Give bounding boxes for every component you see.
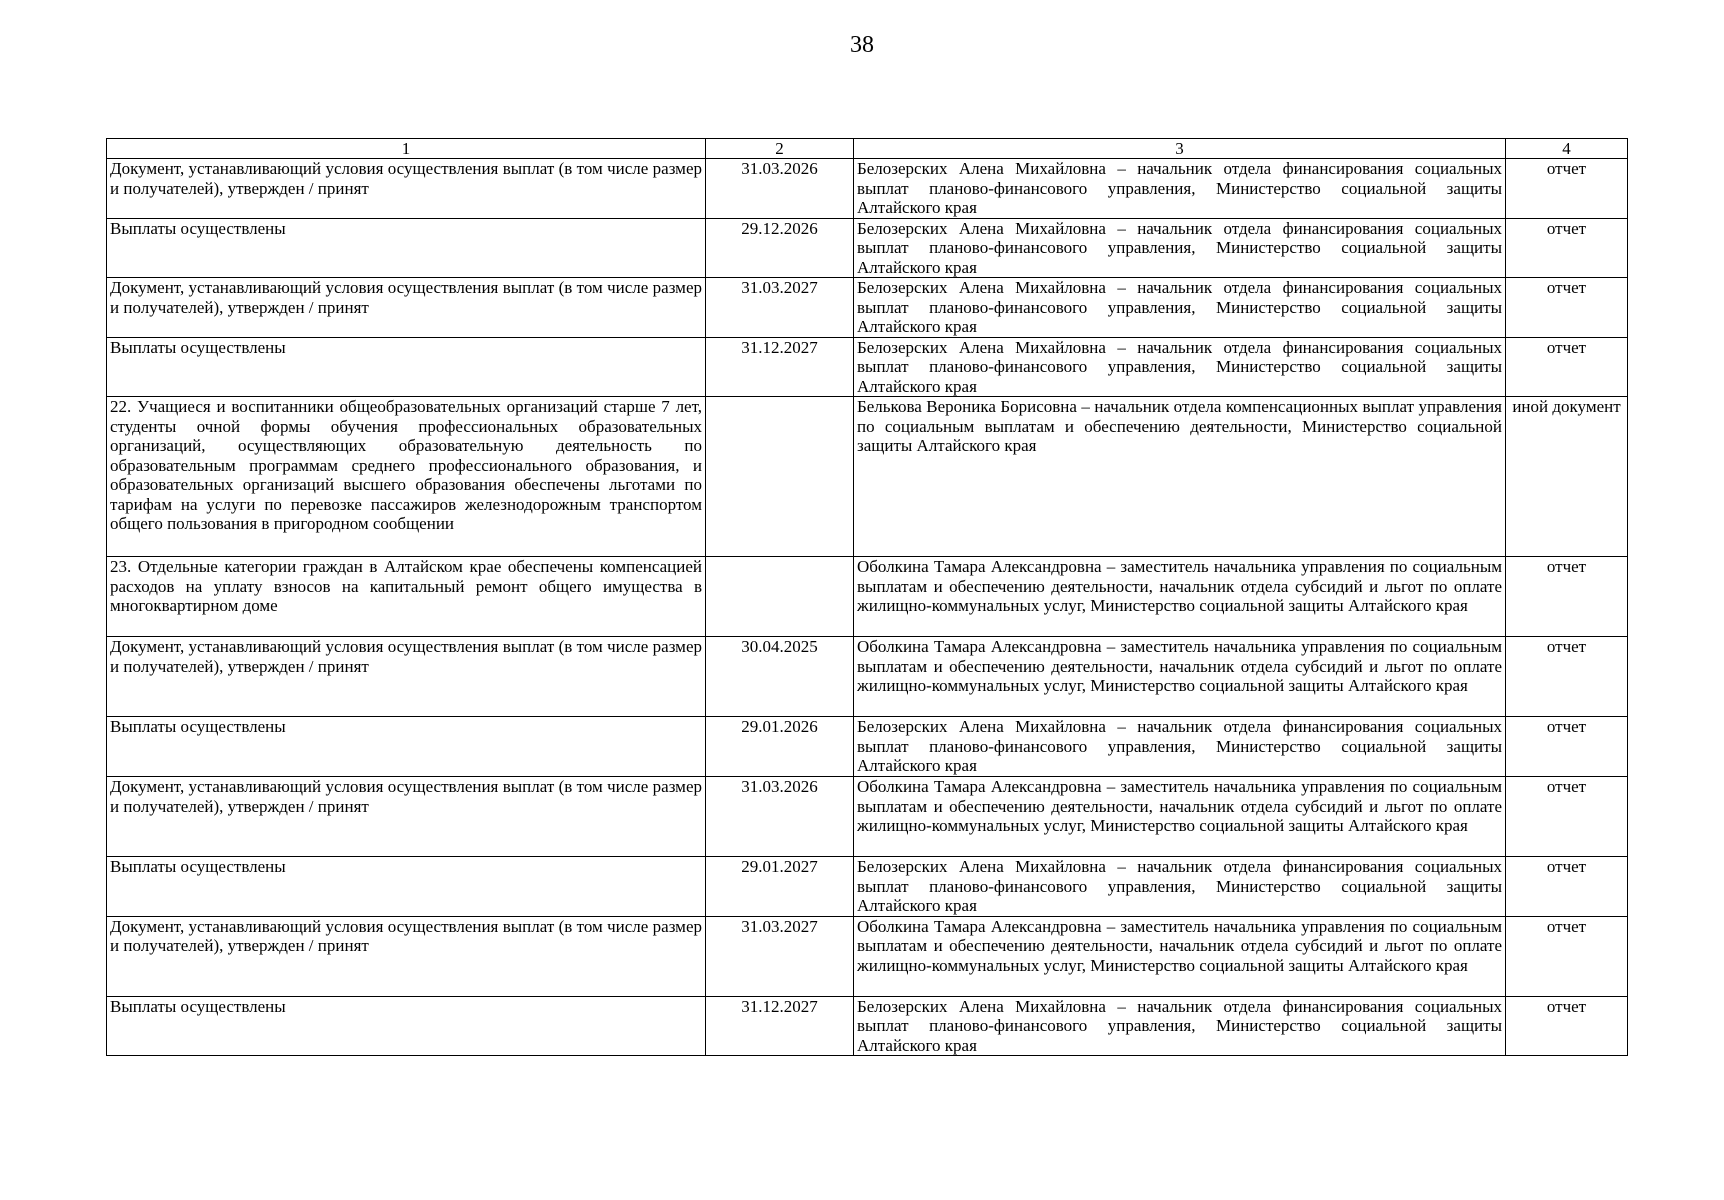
deadline-date: 31.03.2027 <box>706 278 854 338</box>
responsible-person: Белозерских Алена Михайловна – начальник отдела финансирования социальных выплат планово-финансового управления, Министерство социальной защиты Алтайского края <box>854 337 1506 397</box>
responsible-person: Белозерских Алена Михайловна – начальник отдела финансирования социальных выплат планово-финансового управления, Министерство социальной защиты Алтайского края <box>854 159 1506 219</box>
deadline-date: 29.12.2026 <box>706 218 854 278</box>
event-description: Документ, устанавливающий условия осуществления выплат (в том числе размер и получателей), утвержден / принят <box>107 278 706 338</box>
deadline-date: 31.03.2026 <box>706 777 854 857</box>
responsible-person: Белозерских Алена Михайловна – начальник отдела финансирования социальных выплат планово-финансового управления, Министерство социальной защиты Алтайского края <box>854 218 1506 278</box>
document-type: отчет <box>1506 557 1628 637</box>
event-description: Выплаты осуществлены <box>107 996 706 1056</box>
event-description: Документ, устанавливающий условия осуществления выплат (в том числе размер и получателей), утвержден / принят <box>107 777 706 857</box>
event-description: Выплаты осуществлены <box>107 717 706 777</box>
responsible-person: Оболкина Тамара Александровна – заместитель начальника управления по социальным выплатам и обеспечению деятельности, начальник отдела субсидий и льгот по оплате жилищно-коммунальных услуг, Министерство социальной защиты Алтайского края <box>854 916 1506 996</box>
document-type: отчет <box>1506 777 1628 857</box>
table-row <box>107 717 1628 777</box>
table-row <box>107 637 1628 717</box>
responsible-person: Оболкина Тамара Александровна – заместитель начальника управления по социальным выплатам и обеспечению деятельности, начальник отдела субсидий и льгот по оплате жилищно-коммунальных услуг, Министерство социальной защиты Алтайского края <box>854 777 1506 857</box>
table-row <box>107 996 1628 1056</box>
event-description: Документ, устанавливающий условия осуществления выплат (в том числе размер и получателей), утвержден / принят <box>107 916 706 996</box>
event-description: 22. Учащиеся и воспитанники общеобразовательных организаций старше 7 лет, студенты очной формы обучения профессиональных образовательных организаций, осуществляющих образовательную деятельность по образовательным программам среднего профессионального образования, и образовательных организаций высшего образования обеспечены льготами по тарифам на услуги по перевозке пассажиров железнодорожным транспортом общего пользования в пригородном сообщении <box>107 397 706 557</box>
event-description: Выплаты осуществлены <box>107 337 706 397</box>
document-type: отчет <box>1506 159 1628 219</box>
document-type: отчет <box>1506 996 1628 1056</box>
table-row <box>107 397 1628 557</box>
table-row <box>107 557 1628 637</box>
deadline-date: 31.12.2027 <box>706 337 854 397</box>
event-description: 23. Отдельные категории граждан в Алтайском крае обеспечены компенсацией расходов на уплату взносов на капитальный ремонт общего имущества в многоквартирном доме <box>107 557 706 637</box>
event-description: Выплаты осуществлены <box>107 857 706 917</box>
document-type: отчет <box>1506 218 1628 278</box>
document-type: отчет <box>1506 337 1628 397</box>
column-header-3: 3 <box>854 139 1506 159</box>
document-type: отчет <box>1506 857 1628 917</box>
responsible-person: Белькова Вероника Борисовна – начальник отдела компенсационных выплат управления по социальным выплатам и обеспечению деятельности, Министерство социальной защиты Алтайского края <box>854 397 1506 557</box>
page-number: 38 <box>850 32 874 58</box>
event-description: Документ, устанавливающий условия осуществления выплат (в том числе размер и получателей), утвержден / принят <box>107 159 706 219</box>
deadline-date: 31.03.2027 <box>706 916 854 996</box>
event-description: Выплаты осуществлены <box>107 218 706 278</box>
table-row <box>107 777 1628 857</box>
deadline-date: 29.01.2026 <box>706 717 854 777</box>
table-row <box>107 337 1628 397</box>
document-type: отчет <box>1506 278 1628 338</box>
responsible-person: Белозерских Алена Михайловна – начальник отдела финансирования социальных выплат планово-финансового управления, Министерство социальной защиты Алтайского края <box>854 278 1506 338</box>
responsible-person: Белозерских Алена Михайловна – начальник отдела финансирования социальных выплат планово-финансового управления, Министерство социальной защиты Алтайского края <box>854 996 1506 1056</box>
deadline-date <box>706 397 854 557</box>
responsible-person: Оболкина Тамара Александровна – заместитель начальника управления по социальным выплатам и обеспечению деятельности, начальник отдела субсидий и льгот по оплате жилищно-коммунальных услуг, Министерство социальной защиты Алтайского края <box>854 557 1506 637</box>
responsible-person: Белозерских Алена Михайловна – начальник отдела финансирования социальных выплат планово-финансового управления, Министерство социальной защиты Алтайского края <box>854 717 1506 777</box>
responsible-person: Белозерских Алена Михайловна – начальник отдела финансирования социальных выплат планово-финансового управления, Министерство социальной защиты Алтайского края <box>854 857 1506 917</box>
document-type: отчет <box>1506 637 1628 717</box>
column-header-4: 4 <box>1506 139 1628 159</box>
event-description: Документ, устанавливающий условия осуществления выплат (в том числе размер и получателей), утвержден / принят <box>107 637 706 717</box>
document-type: отчет <box>1506 717 1628 777</box>
table-row <box>107 857 1628 917</box>
deadline-date <box>706 557 854 637</box>
table-row <box>107 159 1628 219</box>
deadline-date: 31.12.2027 <box>706 996 854 1056</box>
document-type: отчет <box>1506 916 1628 996</box>
table-row <box>107 916 1628 996</box>
column-header-1: 1 <box>107 139 706 159</box>
document-type: иной документ <box>1506 397 1628 557</box>
table-row <box>107 278 1628 338</box>
header-row <box>107 139 1628 159</box>
deadline-date: 30.04.2025 <box>706 637 854 717</box>
table-row <box>107 218 1628 278</box>
responsible-person: Оболкина Тамара Александровна – заместитель начальника управления по социальным выплатам и обеспечению деятельности, начальник отдела субсидий и льгот по оплате жилищно-коммунальных услуг, Министерство социальной защиты Алтайского края <box>854 637 1506 717</box>
deadline-date: 29.01.2027 <box>706 857 854 917</box>
plan-table <box>106 138 1628 1056</box>
table-header <box>107 139 1628 159</box>
deadline-date: 31.03.2026 <box>706 159 854 219</box>
column-header-2: 2 <box>706 139 854 159</box>
table-body <box>107 159 1628 1056</box>
